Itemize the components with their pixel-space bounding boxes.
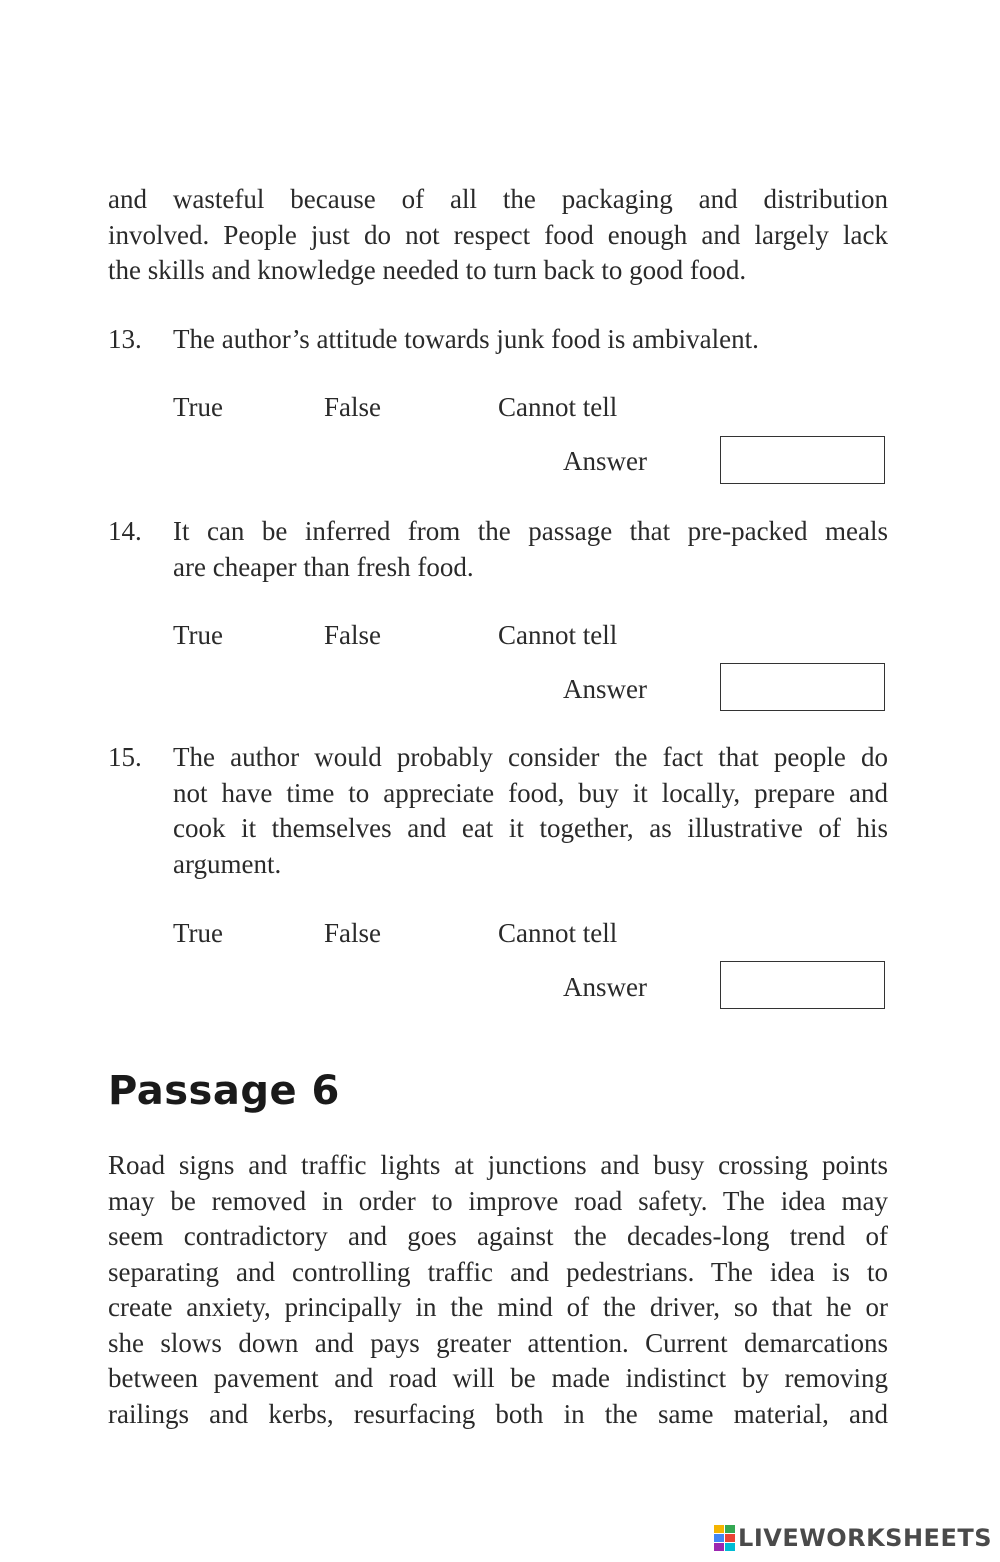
answer-input[interactable]: [720, 436, 885, 484]
passage-line: separating and controlling traffic and pedestrians. The idea is to: [108, 1256, 888, 1287]
passage-line: she slows down and pays greater attention. Current demarcations: [108, 1327, 888, 1358]
answer-label: Answer: [563, 446, 647, 476]
question-line: not have time to appreciate food, buy it locally, prepare and: [173, 777, 888, 808]
passage-line: Road signs and traffic lights at junctions and busy crossing points: [108, 1150, 888, 1180]
intro-paragraph: [108, 182, 888, 289]
passage-heading: Passage 6: [108, 1068, 340, 1114]
answer-input[interactable]: [720, 961, 885, 1009]
intro-line: and wasteful because of all the packaging and distribution: [108, 184, 888, 214]
question-line: cook it themselves and eat it together, as illustrative of his: [173, 813, 888, 843]
option-false[interactable]: False: [324, 620, 381, 650]
question-number: 15.: [108, 742, 142, 772]
question-line: The author’s attitude towards junk food is ambivalent.: [173, 324, 759, 354]
question-text: [173, 514, 888, 585]
answer-input[interactable]: [720, 663, 885, 711]
question-line: The author would probably consider the fact that people do: [173, 742, 888, 772]
passage-line: seem contradictory and goes against the decades-long trend of: [108, 1221, 888, 1251]
passage-line: between pavement and road will be made indistinct by removing: [108, 1363, 888, 1393]
intro-line: involved. People just do not respect food enough and largely lack: [108, 219, 888, 250]
option-cannot-tell[interactable]: Cannot tell: [498, 620, 618, 650]
question-text: [173, 322, 888, 358]
question-line: It can be inferred from the passage that pre-packed meals: [173, 516, 888, 546]
option-true[interactable]: True: [173, 392, 224, 422]
liveworksheets-brand: [714, 1524, 992, 1552]
option-cannot-tell[interactable]: Cannot tell: [498, 392, 618, 422]
answer-label: Answer: [563, 674, 647, 704]
passage-line: railings and kerbs, resurfacing both in the same material, and: [108, 1398, 888, 1429]
question-13: [108, 322, 888, 492]
brand-name: LIVEWORKSHEETS: [738, 1524, 992, 1552]
question-number: 13.: [108, 324, 142, 354]
liveworksheets-logo-icon: [714, 1525, 736, 1551]
option-cannot-tell[interactable]: Cannot tell: [498, 918, 618, 948]
question-15: [108, 740, 888, 1020]
question-number: 14.: [108, 516, 142, 546]
question-line: are cheaper than fresh food.: [173, 551, 474, 582]
option-false[interactable]: False: [324, 918, 381, 948]
option-false[interactable]: False: [324, 392, 381, 422]
question-text: [173, 740, 888, 882]
passage-line: may be removed in order to improve road safety. The idea may: [108, 1185, 888, 1216]
answer-label: Answer: [563, 972, 647, 1002]
option-true[interactable]: True: [173, 620, 224, 650]
question-line: argument.: [173, 848, 282, 879]
question-14: [108, 514, 888, 724]
passage-paragraph: [108, 1148, 888, 1432]
passage-line: create anxiety, principally in the mind of the driver, so that he or: [108, 1292, 888, 1322]
intro-line: the skills and knowledge needed to turn back to good food.: [108, 255, 747, 285]
option-true[interactable]: True: [173, 918, 224, 948]
